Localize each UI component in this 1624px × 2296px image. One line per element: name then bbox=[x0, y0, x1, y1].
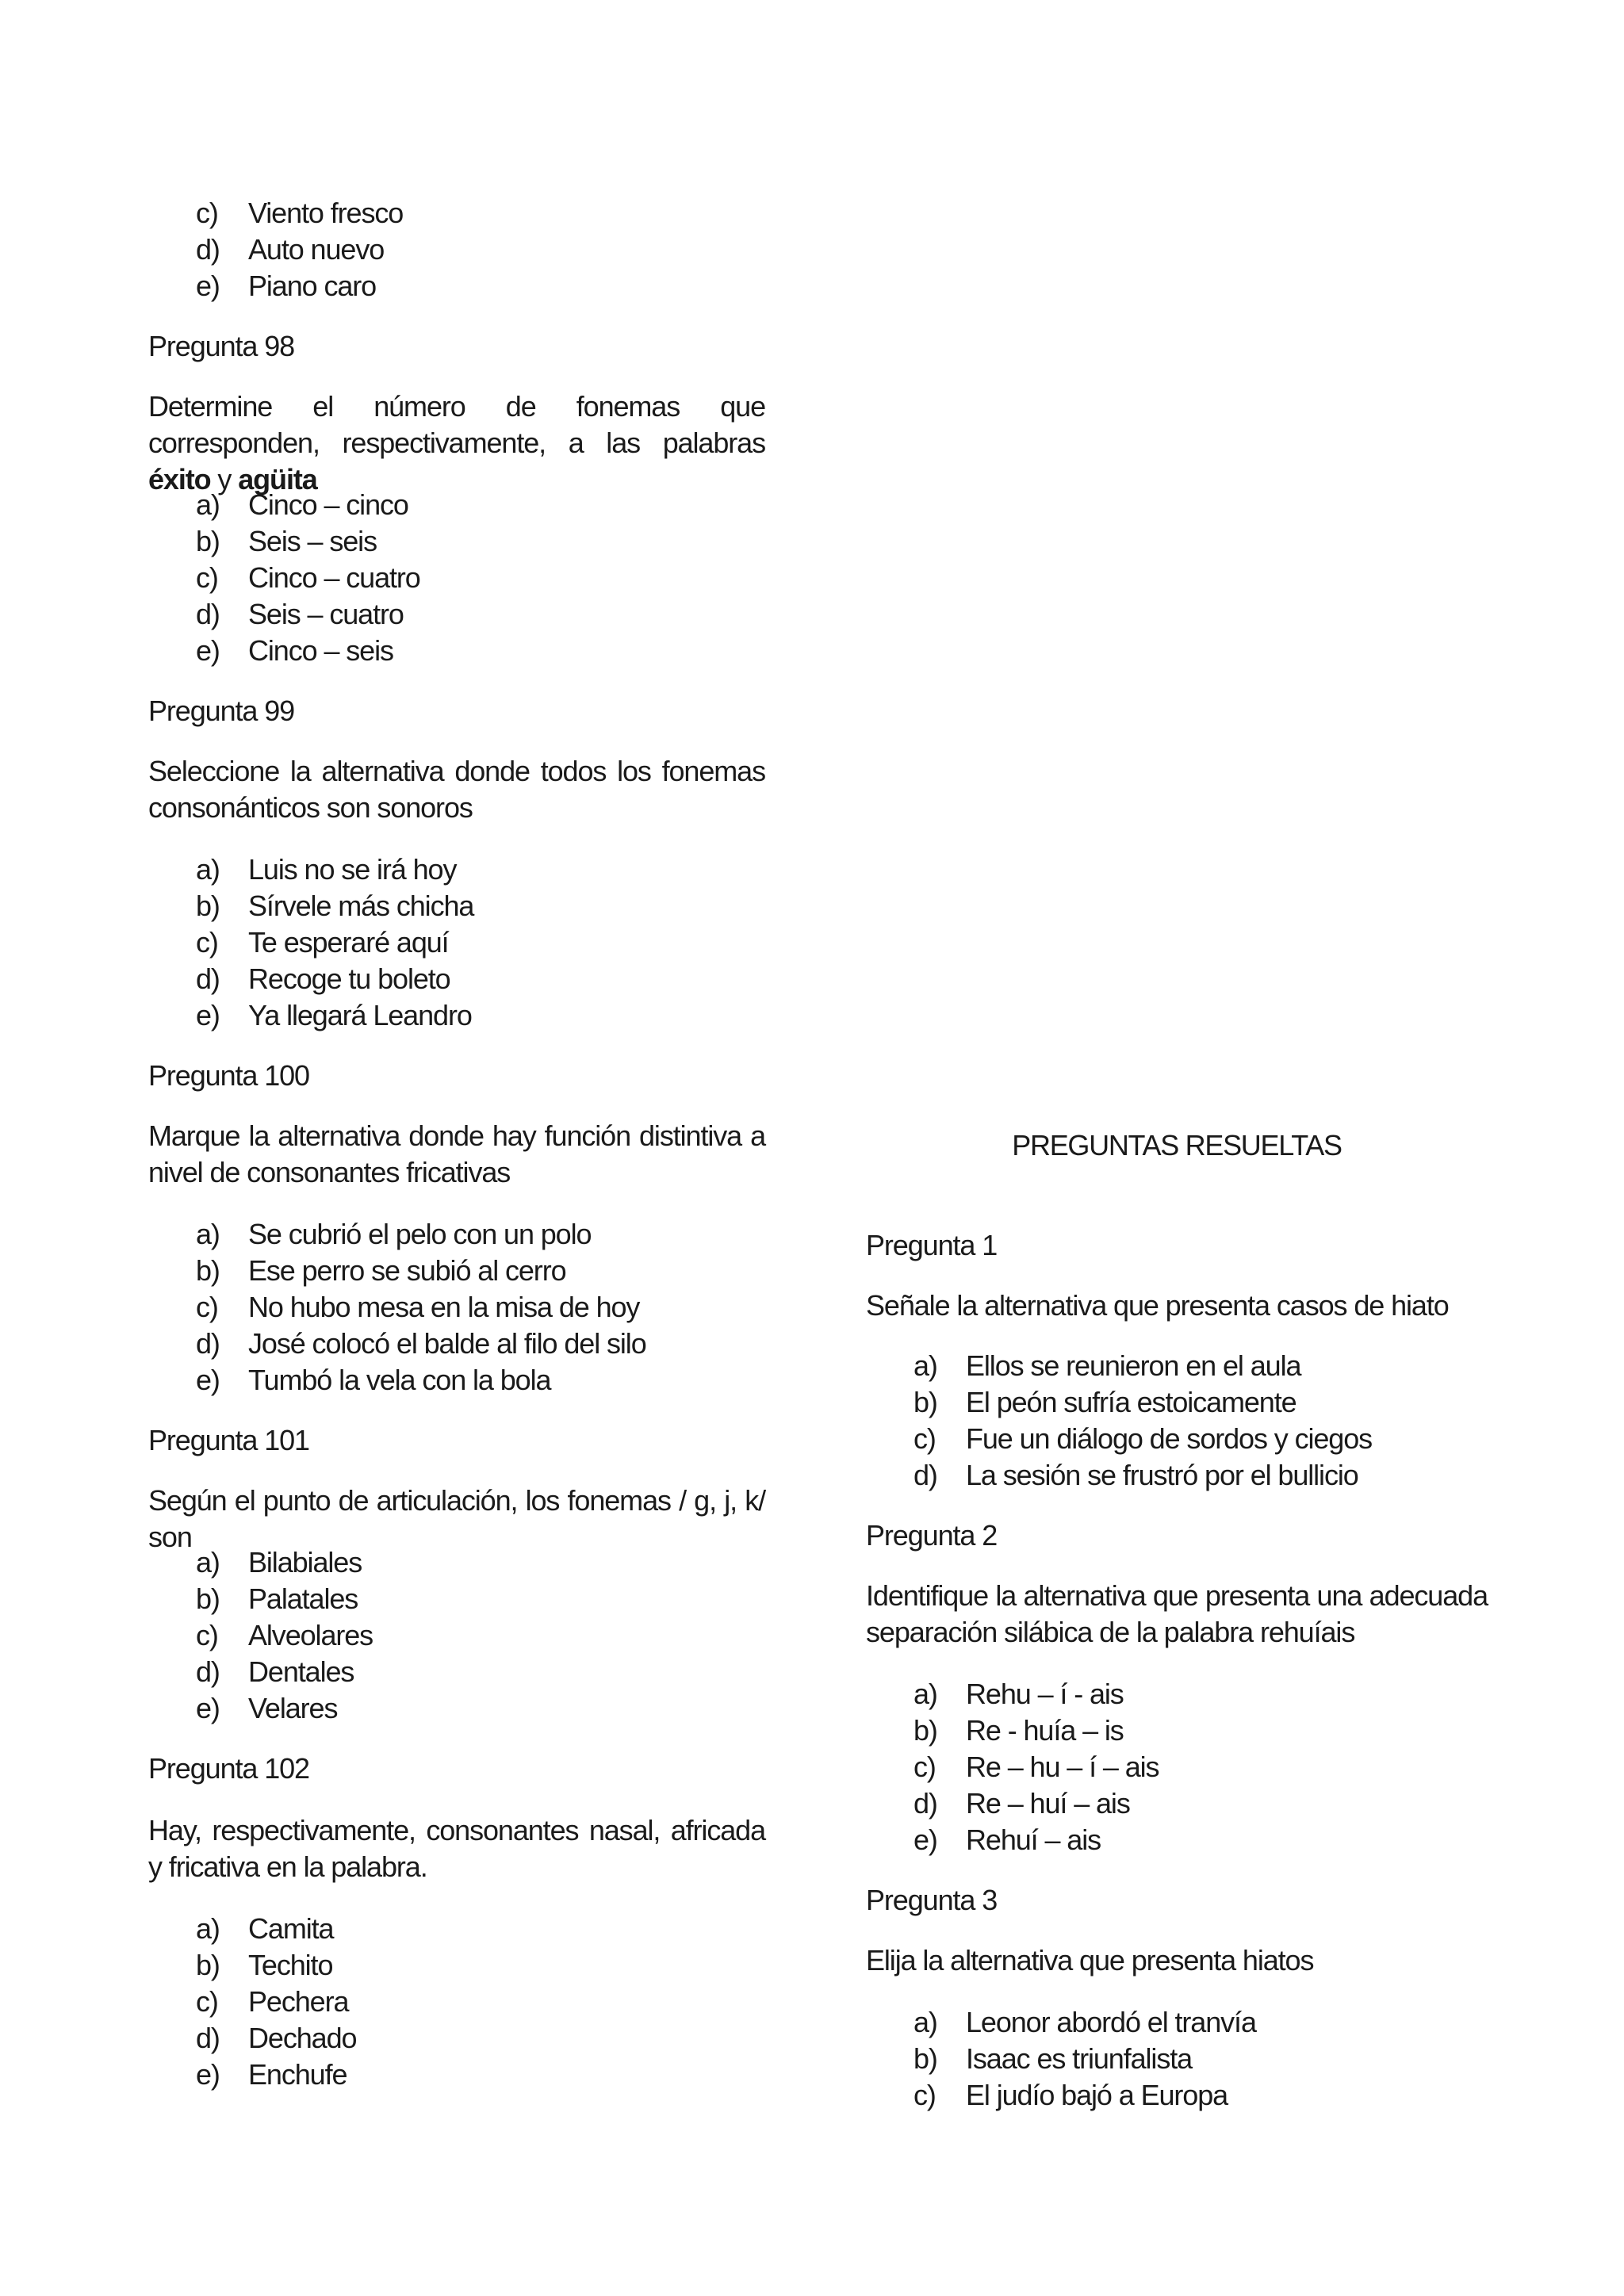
stem-text: Determine el número de fonemas que corresponden, respectivamente, a las palabras bbox=[148, 390, 765, 459]
option-letter: d) bbox=[914, 1459, 937, 1491]
option-letter: c) bbox=[914, 2079, 936, 2111]
option-text: Bilabiales bbox=[248, 1546, 362, 1578]
option-text: Dentales bbox=[248, 1655, 354, 1688]
option-text: Recoge tu boleto bbox=[248, 962, 450, 995]
question-stem: Hay, respectivamente, consonantes nasal, africada y fricativa en la palabra. bbox=[148, 1814, 765, 1883]
option-letter: c) bbox=[196, 1619, 218, 1651]
question-title: Pregunta 101 bbox=[148, 1424, 309, 1456]
option-letter: e) bbox=[196, 270, 220, 302]
option-text: José colocó el balde al filo del silo bbox=[248, 1327, 646, 1360]
option-letter: c) bbox=[196, 926, 218, 959]
question-stem bbox=[148, 388, 765, 498]
option-letter: c) bbox=[196, 1985, 218, 2018]
option-letter: a) bbox=[914, 1678, 937, 1710]
option-text: No hubo mesa en la misa de hoy bbox=[248, 1291, 640, 1323]
option-letter: d) bbox=[196, 1327, 220, 1360]
option-letter: b) bbox=[196, 525, 220, 557]
question-title: Pregunta 100 bbox=[148, 1059, 309, 1092]
option-text: Pechera bbox=[248, 1985, 349, 2018]
question-stem: Seleccione la alternativa donde todos los fonemas consonánticos son sonoros bbox=[148, 755, 765, 824]
option-text: Cinco – cinco bbox=[248, 488, 408, 521]
option-text: Rehu – í - ais bbox=[966, 1678, 1124, 1710]
option-letter: b) bbox=[914, 1386, 937, 1418]
option-text: Ellos se reunieron en el aula bbox=[966, 1349, 1301, 1382]
option-letter: e) bbox=[196, 634, 220, 667]
option-text: Alveolares bbox=[248, 1619, 373, 1651]
option-text: Velares bbox=[248, 1692, 338, 1724]
option-letter: e) bbox=[196, 1692, 220, 1724]
option-text: Camita bbox=[248, 1912, 334, 1945]
option-letter: e) bbox=[914, 1823, 937, 1856]
option-text: Cinco – cuatro bbox=[248, 561, 420, 594]
option-letter: a) bbox=[196, 488, 220, 521]
question-stem: Elija la alternativa que presenta hiatos bbox=[866, 1944, 1314, 1976]
option-text: Leonor abordó el tranvía bbox=[966, 2006, 1256, 2038]
option-letter: c) bbox=[914, 1751, 936, 1783]
option-text: Re - huía – is bbox=[966, 1714, 1124, 1747]
option-letter: d) bbox=[196, 233, 220, 266]
option-text: Re – huí – ais bbox=[966, 1787, 1130, 1820]
question-title: Pregunta 2 bbox=[866, 1519, 998, 1552]
section-title: PREGUNTAS RESUELTAS bbox=[1012, 1129, 1342, 1161]
option-letter: d) bbox=[196, 1655, 220, 1688]
stem-bold-word: éxito bbox=[148, 463, 211, 496]
option-text: Enchufe bbox=[248, 2058, 347, 2091]
question-title: Pregunta 3 bbox=[866, 1884, 998, 1916]
question-stem: Señale la alternativa que presenta casos de hiato bbox=[866, 1289, 1449, 1322]
option-letter: a) bbox=[196, 1218, 220, 1250]
option-letter: e) bbox=[196, 999, 220, 1031]
option-letter: a) bbox=[914, 1349, 937, 1382]
option-letter: d) bbox=[196, 962, 220, 995]
option-text: Seis – cuatro bbox=[248, 598, 404, 630]
option-text: Tumbó la vela con la bola bbox=[248, 1364, 551, 1396]
question-title: Pregunta 98 bbox=[148, 330, 295, 362]
option-letter: b) bbox=[914, 1714, 937, 1747]
option-text: Viento fresco bbox=[248, 197, 404, 229]
question-title: Pregunta 102 bbox=[148, 1752, 309, 1785]
option-letter: e) bbox=[196, 2058, 220, 2091]
option-letter: a) bbox=[914, 2006, 937, 2038]
option-letter: c) bbox=[196, 561, 218, 594]
option-letter: a) bbox=[196, 1546, 220, 1578]
option-text: La sesión se frustró por el bullicio bbox=[966, 1459, 1358, 1491]
option-letter: c) bbox=[196, 197, 218, 229]
option-letter: b) bbox=[196, 890, 220, 922]
option-text: Te esperaré aquí bbox=[248, 926, 449, 959]
option-text: Luis no se irá hoy bbox=[248, 853, 457, 886]
option-letter: c) bbox=[196, 1291, 218, 1323]
option-letter: e) bbox=[196, 1364, 220, 1396]
option-text: Isaac es triunfalista bbox=[966, 2042, 1193, 2075]
option-text: Seis – seis bbox=[248, 525, 377, 557]
question-stem: Identifique la alternativa que presenta una adecuada separación silábica de la palabra rehuíais bbox=[866, 1579, 1488, 1648]
option-letter: d) bbox=[196, 598, 220, 630]
option-letter: c) bbox=[914, 1422, 936, 1455]
option-text: Rehuí – ais bbox=[966, 1823, 1101, 1856]
option-text: Fue un diálogo de sordos y ciegos bbox=[966, 1422, 1373, 1455]
option-text: Ya llegará Leandro bbox=[248, 999, 472, 1031]
question-stem: Según el punto de articulación, los fonemas / g, j, k/ son bbox=[148, 1484, 765, 1553]
option-letter: b) bbox=[196, 1582, 220, 1615]
option-text: El peón sufría estoicamente bbox=[966, 1386, 1297, 1418]
option-letter: b) bbox=[196, 1949, 220, 1981]
option-text: Palatales bbox=[248, 1582, 358, 1615]
option-text: El judío bajó a Europa bbox=[966, 2079, 1228, 2111]
question-stem: Marque la alternativa donde hay función distintiva a nivel de consonantes fricativas bbox=[148, 1119, 765, 1188]
option-letter: b) bbox=[914, 2042, 937, 2075]
option-text: Re – hu – í – ais bbox=[966, 1751, 1159, 1783]
stem-text: y bbox=[210, 463, 239, 496]
option-text: Sírvele más chicha bbox=[248, 890, 474, 922]
question-title: Pregunta 99 bbox=[148, 695, 295, 727]
option-text: Piano caro bbox=[248, 270, 377, 302]
option-text: Auto nuevo bbox=[248, 233, 385, 266]
question-title: Pregunta 1 bbox=[866, 1229, 998, 1261]
option-text: Cinco – seis bbox=[248, 634, 393, 667]
option-text: Techito bbox=[248, 1949, 333, 1981]
option-letter: b) bbox=[196, 1254, 220, 1287]
option-letter: d) bbox=[914, 1787, 937, 1820]
option-text: Dechado bbox=[248, 2022, 357, 2054]
option-letter: a) bbox=[196, 1912, 220, 1945]
option-letter: d) bbox=[196, 2022, 220, 2054]
option-text: Se cubrió el pelo con un polo bbox=[248, 1218, 592, 1250]
option-letter: a) bbox=[196, 853, 220, 886]
option-text: Ese perro se subió al cerro bbox=[248, 1254, 566, 1287]
stem-bold-word: agüita bbox=[238, 463, 317, 496]
